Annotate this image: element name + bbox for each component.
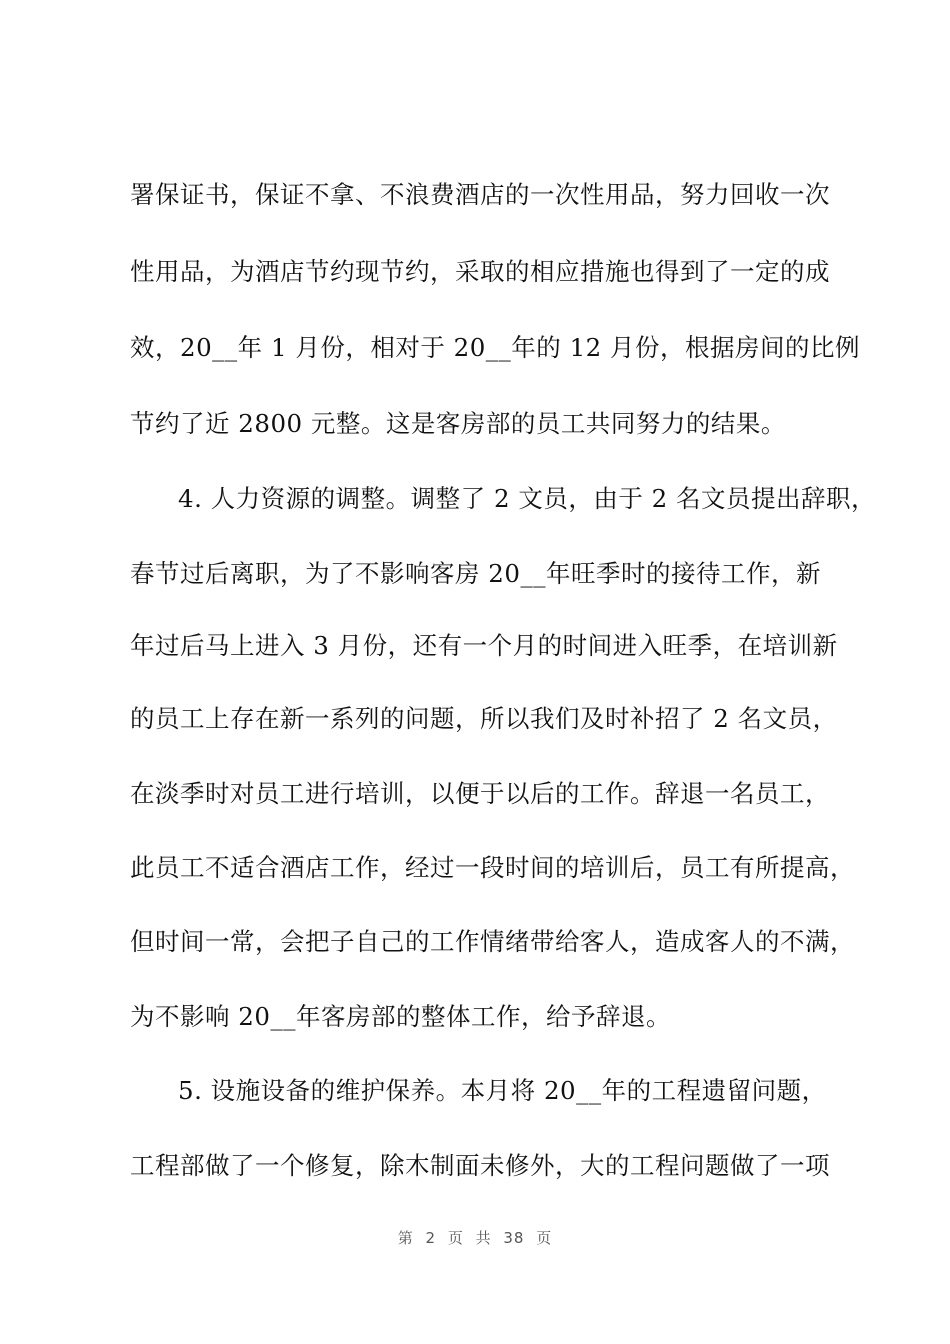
text-line-7: 年过后马上进入 3 月份，还有一个月的时间进入旺季，在培训新: [130, 631, 838, 660]
text-line-12: 为不影响 20__年客房部的整体工作，给予辞退。: [130, 1002, 671, 1031]
text-line-4: 节约了近 2800 元整。这是客房部的员工共同努力的结果。: [130, 409, 786, 438]
text-line-5-paragraph-start: 4. 人力资源的调整。调整了 2 文员，由于 2 名文员提出辞职，: [178, 484, 876, 513]
text-line-11: 但时间一常，会把子自己的工作情绪带给客人，造成客人的不满，: [130, 927, 855, 956]
text-line-8: 的员工上存在新一系列的问题，所以我们及时补招了 2 名文员，: [130, 704, 838, 733]
page-number-footer: 第 2 页 共 38 页: [397, 1229, 553, 1247]
text-line-2: 性用品，为酒店节约现节约，采取的相应措施也得到了一定的成: [130, 257, 830, 286]
text-line-10: 此员工不适合酒店工作，经过一段时间的培训后，员工有所提高，: [130, 853, 855, 882]
text-line-6: 春节过后离职，为了不影响客房 20__年旺季时的接待工作，新: [130, 559, 821, 588]
text-line-13-paragraph-start: 5. 设施设备的维护保养。本月将 20__年的工程遗留问题，: [178, 1076, 827, 1105]
text-line-3: 效，20__年 1 月份，相对于 20__年的 12 月份，根据房间的比例: [130, 333, 861, 362]
text-line-1: 署保证书，保证不拿、不浪费酒店的一次性用品，努力回收一次: [130, 180, 830, 209]
text-line-9: 在淡季时对员工进行培训，以便于以后的工作。辞退一名员工，: [130, 779, 830, 808]
text-line-14: 工程部做了一个修复，除木制面未修外，大的工程问题做了一项: [130, 1151, 830, 1180]
